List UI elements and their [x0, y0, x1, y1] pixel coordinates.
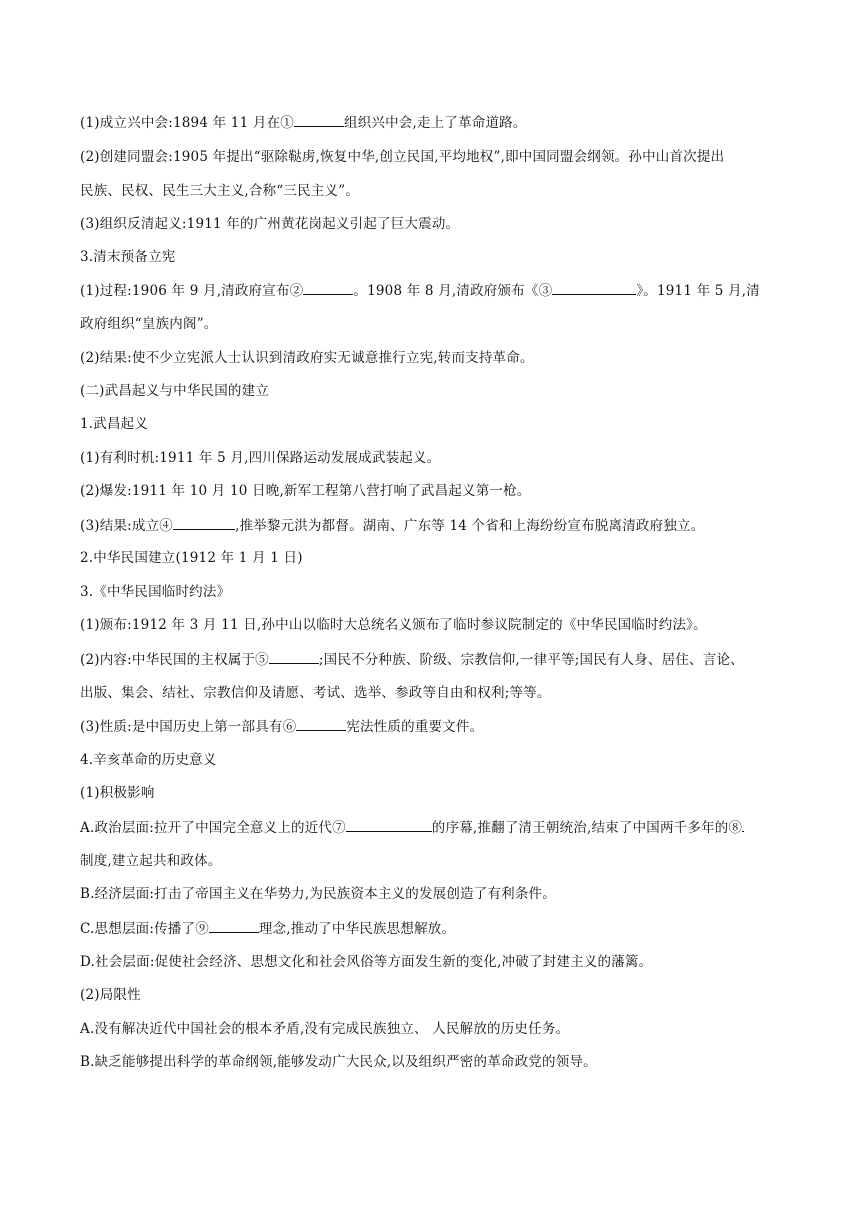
fill-in-blank[interactable] [209, 919, 259, 933]
text-line: (3)组织反清起义:1911 年的广州黄花岗起义引起了巨大震动。 [80, 216, 460, 232]
fill-in-blank[interactable] [296, 717, 346, 731]
text-line: 制度,建立起共和政体。 [80, 853, 222, 869]
fill-in-blank[interactable] [269, 650, 319, 664]
text-line: 政府组织“皇族内阁”。 [80, 316, 218, 332]
section-heading: 4.辛亥革命的历史意义 [80, 752, 217, 768]
fill-in-blank[interactable] [552, 281, 636, 295]
text-line: 民族、民权、民生三大主义,合称“三民主义”。 [80, 183, 359, 199]
text-line: (2)内容:中华民国的主权属于⑤ ;国民不分种族、阶级、宗教信仰,一律平等;国民有人身、居住、言论、 [80, 652, 744, 668]
section-heading: 3.清末预备立宪 [80, 249, 176, 265]
section-heading: 2.中华民国建立(1912 年 1 月 1 日) [80, 550, 303, 566]
section-heading: 3.《中华民国临时约法》 [80, 584, 231, 600]
section-heading: 1.武昌起义 [80, 416, 149, 432]
section-heading: (1)积极影响 [80, 785, 155, 801]
text-line: (2)爆发:1911 年 10 月 10 日晚,新军工程第八营打响了武昌起义第一枪。 [80, 483, 531, 499]
fill-in-blank[interactable] [346, 818, 432, 832]
text-line: (3)性质:是中国历史上第一部具有⑥ 宪法性质的重要文件。 [80, 719, 484, 735]
text-line: 出版、集会、结社、宗教信仰及请愿、考试、选举、参政等自由和权利;等等。 [80, 685, 551, 701]
text-line: (1)过程:1906 年 9 月,清政府宣布② 。1908 年 8 月,清政府颁布《③ 》。1911 年 5 月,清 [80, 283, 760, 299]
text-line: C.思想层面:传播了⑨ 理念,推动了中华民族思想解放。 [80, 921, 456, 937]
text-line: D.社会层面:促使社会经济、思想文化和社会风俗等方面发生新的变化,冲破了封建主义的藩篱。 [80, 954, 653, 970]
text-line: (1)有利时机:1911 年 5 月,四川保路运动发展成武装起义。 [80, 450, 441, 466]
text-line: A.没有解决近代中国社会的根本矛盾,没有完成民族独立、 人民解放的历史任务。 [80, 1021, 570, 1037]
text-line: (2)创建同盟会:1905 年提出“驱除鞑虏,恢复中华,创立民国,平均地权”,即中国同盟会纲领。孙中山首次提出 [80, 149, 725, 165]
text-line: (2)结果:使不少立宪派人士认识到清政府实无诚意推行立宪,转而支持革命。 [80, 350, 534, 366]
fill-in-blank[interactable] [303, 281, 353, 295]
text-line: A.政治层面:拉开了中国完全意义上的近代⑦ 的序幕,推翻了清王朝统治,结束了中国两千多年的⑧ [80, 820, 743, 836]
text-line: (1)颁布:1912 年 3 月 11 日,孙中山以临时大总统名义颁布了临时参议院制定的《中华民国临时约法》。 [80, 617, 707, 633]
fill-in-blank[interactable] [173, 516, 235, 530]
text-line: (1)成立兴中会:1894 年 11 月在① 组织兴中会,走上了革命道路。 [80, 115, 527, 131]
fill-in-blank[interactable] [742, 818, 744, 832]
section-heading: (2)局限性 [80, 987, 141, 1003]
text-line: (3)结果:成立④ ,推举黎元洪为都督。湖南、广东等 14 个省和上海纷纷宣布脱离清政府独立。 [80, 518, 705, 534]
text-line: B.缺乏能够提出科学的革命纲领,能够发动广大民众,以及组织严密的革命政党的领导。 [80, 1054, 597, 1070]
fill-in-blank[interactable] [294, 113, 344, 127]
section-heading: (二)武昌起义与中华民国的建立 [80, 383, 270, 399]
text-line: B.经济层面:打击了帝国主义在华势力,为民族资本主义的发展创造了有利条件。 [80, 886, 556, 902]
